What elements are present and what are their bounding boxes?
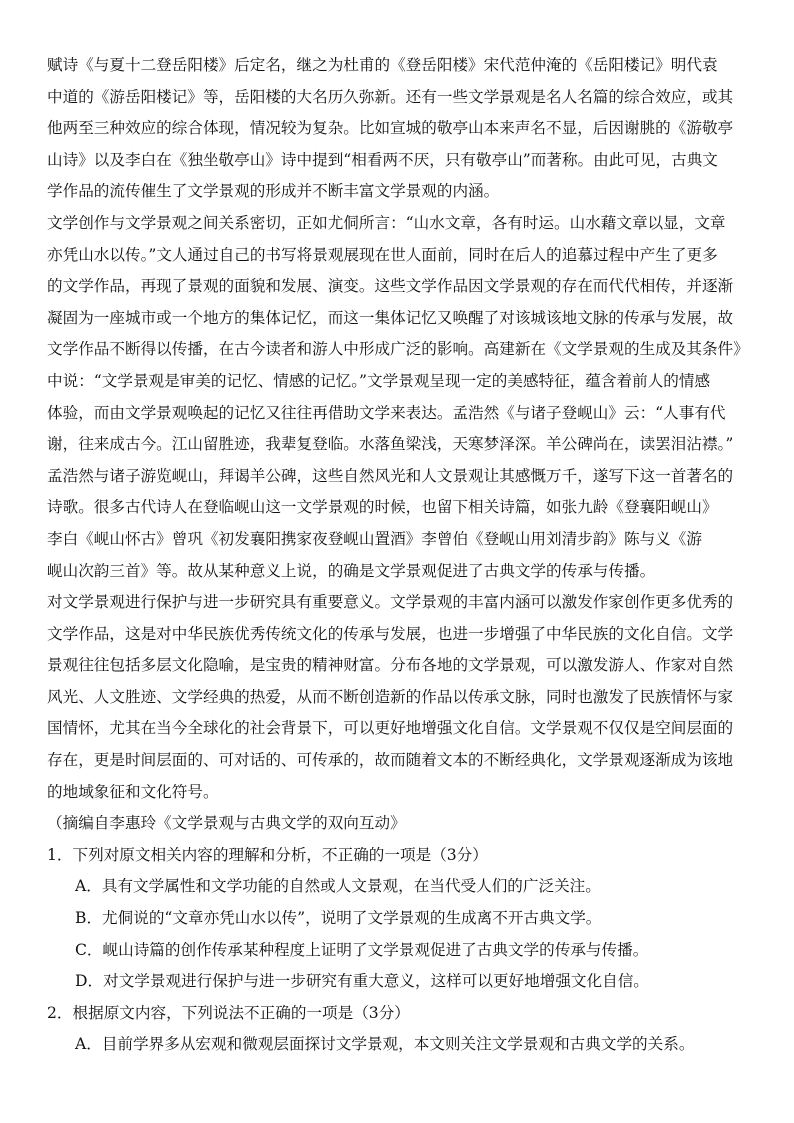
text-line: 岘山次韵三首》等。故从某种意义上说，的确是文学景观促进了古典文学的传承与传播。 bbox=[47, 561, 656, 580]
text-line: 学作品的流传催生了文学景观的形成并不断丰富文学景观的内涵。 bbox=[47, 182, 500, 201]
question-1-option-a: A．具有文学属性和文学功能的自然或人文景观，在当代受人们的广泛关注。 bbox=[75, 877, 601, 896]
text-line: 的文学作品，再现了景观的面貌和发展、演变。这些文学作品因文学景观的存在而代代相传，并逐渐 bbox=[47, 277, 734, 296]
question-1-option-d: D．对文学景观进行保护与进一步研究有重大意义，这样可以更好地增强文化自信。 bbox=[75, 972, 649, 991]
question-2-stem: 2．根据原文内容，下列说法不正确的一项是（3分） bbox=[47, 1003, 410, 1022]
question-1-option-b: B．尤侗说的“文章亦凭山水以传”，说明了文学景观的生成离不开古典文学。 bbox=[75, 909, 602, 928]
text-column bbox=[47, 50, 761, 1061]
text-line: 赋诗《与夏十二登岳阳楼》后定名，继之为杜甫的《登岳阳楼》宋代范仲淹的《岳阳楼记》明代袁 bbox=[47, 56, 718, 74]
text-line: 景观往往包括多层文化隐喻，是宝贵的精神财富。分布各地的文学景观，可以激发游人、作家对自然 bbox=[47, 656, 734, 675]
text-line: 文学创作与文学景观之间关系密切，正如尤侗所言：“山水文章，各有时运。山水藉文章以显，文章 bbox=[47, 213, 726, 232]
text-line: 孟浩然与诸子游览岘山，拜谒羊公碑，这些自然风光和人文景观让其感慨万千，遂写下这一首著名的 bbox=[47, 466, 734, 485]
text-line: 凝固为一座城市或一个地方的集体记忆，而这一集体记忆又唤醒了对该城该地文脉的传承与发展，故 bbox=[47, 308, 734, 327]
text-line: 亦凭山水以传。”文人通过自己的书写将景观展现在世人面前，同时在后人的追慕过程中产生了更多 bbox=[47, 245, 718, 264]
text-line: 中道的《游岳阳楼记》等，岳阳楼的大名历久弥新。还有一些文学景观是名人名篇的综合效应，或其 bbox=[47, 87, 734, 106]
text-line: 对文学景观进行保护与进一步研究具有重要意义。文学景观的丰富内涵可以激发作家创作更多优秀的 bbox=[47, 593, 734, 612]
text-line: 国情怀，尤其在当今全球化的社会背景下，可以更好地增强文化自信。文学景观不仅仅是空间层面的 bbox=[47, 719, 734, 738]
question-1-stem: 1．下列对原文相关内容的理解和分析，不正确的一项是（3分） bbox=[47, 845, 488, 864]
text-line: 的地域象征和文化符号。 bbox=[47, 782, 219, 801]
text-line: 风光、人文胜迹、文学经典的热爱，从而不断创造新的作品以传承文脉，同时也激发了民族情怀与家 bbox=[47, 687, 734, 706]
text-line: 体验，而由文学景观唤起的记忆又往往再借助文学来表达。孟浩然《与诸子登岘山》云：“人事有代 bbox=[47, 403, 726, 422]
text-line: 他两至三种效应的综合体现，情况较为复杂。比如宣城的敬亭山本来声名不显，后因谢朓的《游敬亭 bbox=[47, 119, 734, 138]
question-2-option-a: A．目前学界多从宏观和微观层面探讨文学景观，本文则关注文学景观和古典文学的关系。 bbox=[75, 1035, 695, 1054]
source-citation: （摘编自李惠玲《文学景观与古典文学的双向互动》 bbox=[47, 814, 406, 833]
text-line: 诗歌。很多古代诗人在登临岘山这一文学景观的时候，也留下相关诗篇，如张九龄《登襄阳岘山》 bbox=[47, 498, 718, 517]
text-line: 存在，更是时间层面的、可对话的、可传承的，故而随着文本的不断经典化，文学景观逐渐成为该地 bbox=[47, 751, 734, 770]
text-line: 中说：“文学景观是审美的记忆、情感的记忆。”文学景观呈现一定的美感特征，蕴含着前人的情感 bbox=[47, 371, 711, 390]
text-line: 文学作品不断得以传播，在古今读者和游人中形成广泛的影响。高建新在《文学景观的生成及其条件》 bbox=[47, 340, 749, 359]
text-line: 谢，往来成古今。江山留胜迹，我辈复登临。水落鱼梁浅，天寒梦泽深。羊公碑尚在，读罢泪沾襟。” bbox=[47, 435, 734, 454]
text-line: 文学作品，这是对中华民族优秀传统文化的传承与发展，也进一步增强了中华民族的文化自信。文学 bbox=[47, 624, 734, 643]
text-line: 山诗》以及李白在《独坐敬亭山》诗中提到“相看两不厌，只有敬亭山”而著称。由此可见，古典文 bbox=[47, 150, 718, 169]
question-1-option-c: C．岘山诗篇的创作传承某种程度上证明了文学景观促进了古典文学的传承与传播。 bbox=[75, 940, 649, 959]
text-line: 李白《岘山怀古》曾巩《初发襄阳携家夜登岘山置酒》李曾伯《登岘山用刘清步韵》陈与义《游 bbox=[47, 529, 702, 548]
